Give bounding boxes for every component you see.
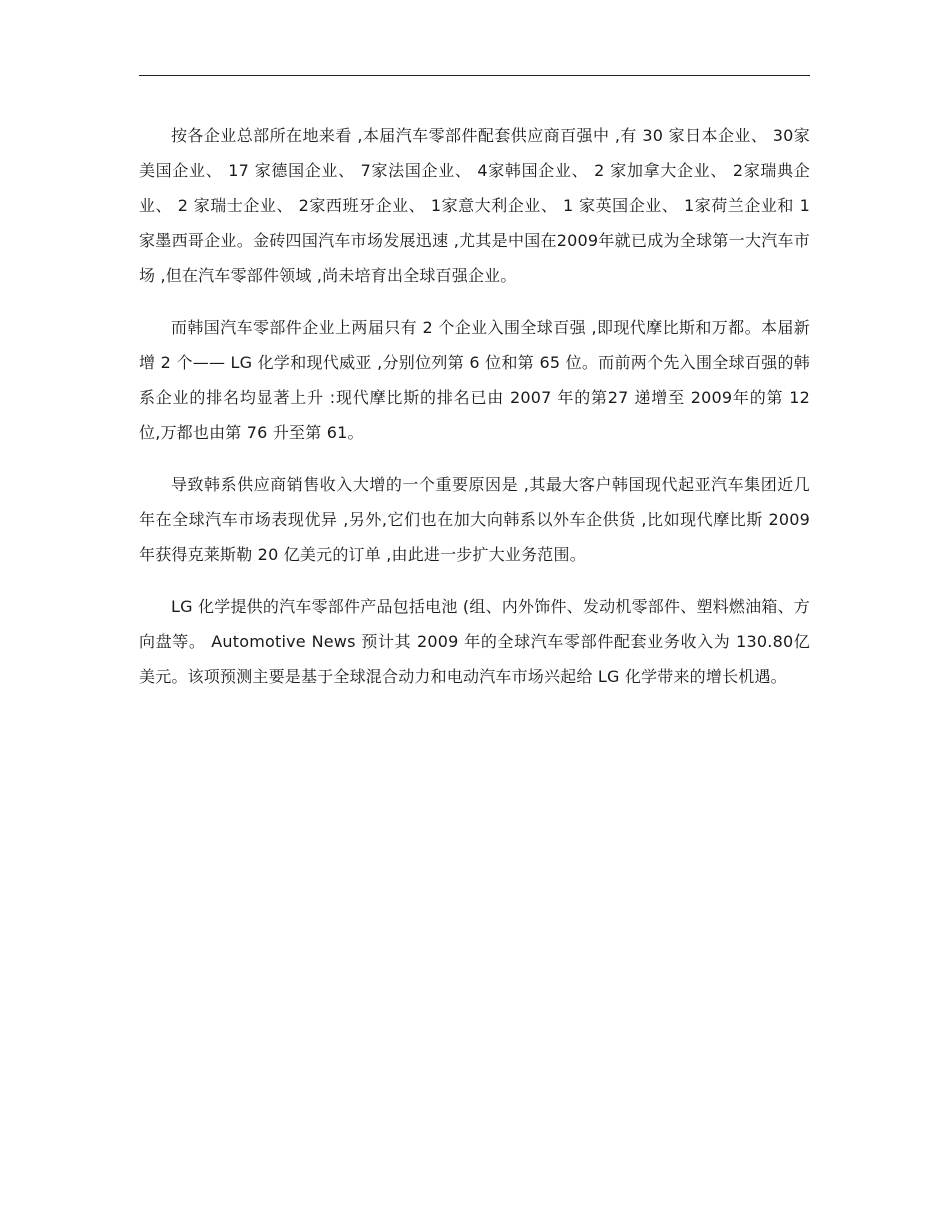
paragraph-sales-growth-reason: 导致韩系供应商销售收入大增的一个重要原因是 ,其最大客户韩国现代起亚汽车集团近几年在全球汽车市场表现优异 ,另外,它们也在加大向韩系以外车企供货 ,比如现代摩比斯 2009 年获得克莱斯勒 20 亿美元的订单 ,由此进一步扩大业务范围。 (139, 475, 810, 564)
paragraph-lg-chem-products: LG 化学提供的汽车零部件产品包括电池 (组、内外饰件、发动机零部件、塑料燃油箱、方向盘等。 Automotive News 预计其 2009 年的全球汽车零部件配套业务收入为 130.80亿美元。该项预测主要是基于全球混合动力和电动汽车市场兴起给 LG 化学带来的增长机遇。 (139, 597, 810, 686)
paragraph-headquarters-distribution: 按各企业总部所在地来看 ,本届汽车零部件配套供应商百强中 ,有 30 家日本企业、 30家美国企业、 17 家德国企业、 7家法国企业、 4家韩国企业、 2 家加拿大企业、 2家瑞典企业、 2 家瑞士企业、 2家西班牙企业、 1家意大利企业、 1 家英国企业、 1家荷兰企业和 1家墨西哥企业。金砖四国汽车市场发展迅速 ,尤其是中国在2009年就已成为全球第一大汽车市场 ,但在汽车零部件领域 ,尚未培育出全球百强企业。 (139, 126, 810, 285)
document-body (139, 118, 810, 711)
header-divider (139, 75, 810, 76)
paragraph-korean-suppliers: 而韩国汽车零部件企业上两届只有 2 个企业入围全球百强 ,即现代摩比斯和万都。本届新增 2 个—— LG 化学和现代威亚 ,分别位列第 6 位和第 65 位。而前两个先入围全球百强的韩系企业的排名均显著上升 :现代摩比斯的排名已由 2007 年的第27 递增至 2009年的第 12 位,万都也由第 76 升至第 61。 (139, 318, 810, 442)
